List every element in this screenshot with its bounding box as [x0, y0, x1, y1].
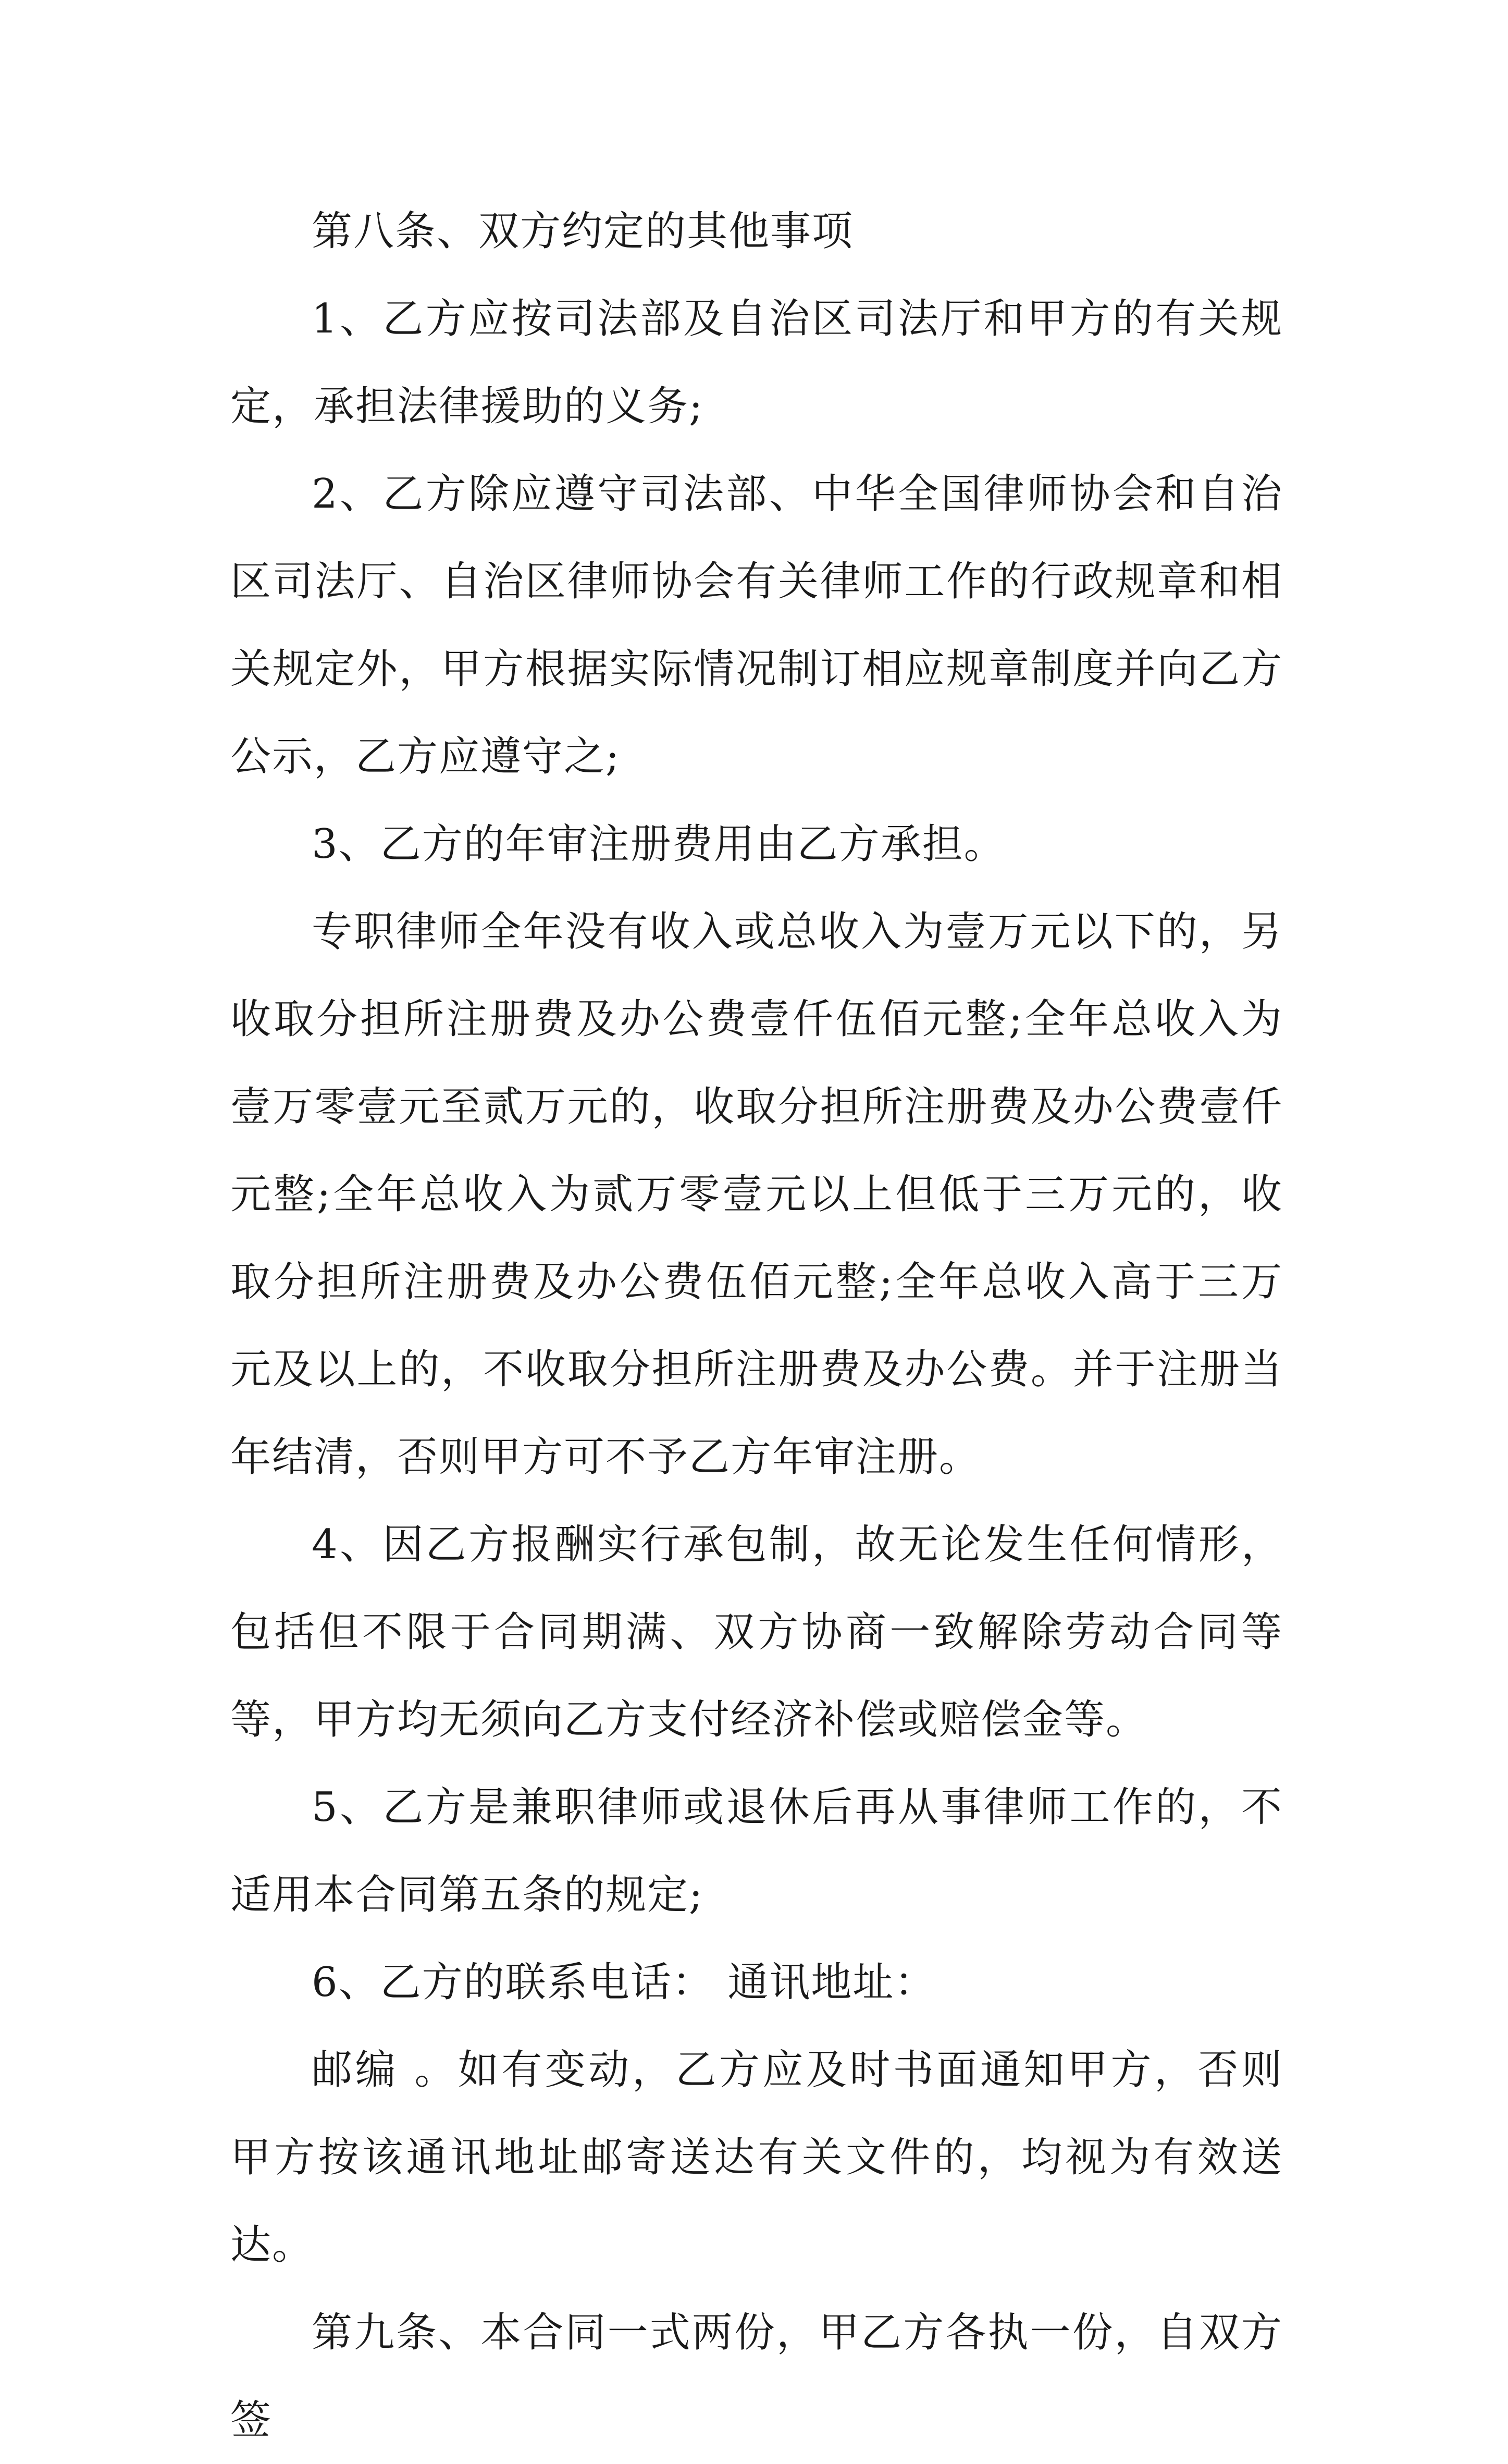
clause-3: 3、乙方的年审注册费用由乙方承担。 — [312, 821, 1006, 868]
article-8-heading: 第八条、双方约定的其他事项 — [312, 208, 854, 255]
clause-1: 1、乙方应按司法部及自治区司法厅和甲方的有关规定，承担法律援助的义务; — [230, 295, 1283, 430]
clause-4: 4、因乙方报酬实行承包制，故无论发生任何情形，包括但不限于合同期满、双方协商一致解除劳动合同等等，甲方均无须向乙方支付经济补偿或赔偿金等。 — [230, 1521, 1283, 1743]
clause-6-contact: 6、乙方的联系电话： 通讯地址： — [312, 1959, 936, 2006]
clause-5: 5、乙方是兼职律师或退休后再从事律师工作的，不适用本合同第五条的规定; — [230, 1784, 1283, 1918]
clause-6-postcode-notice: 邮编 。如有变动，乙方应及时书面通知甲方，否则甲方按该通讯地址邮寄送达有关文件的，均视为有效送达。 — [230, 2047, 1283, 2269]
clause-3-fee-details: 专职律师全年没有收入或总收入为壹万元以下的，另收取分担所注册费及办公费壹仟伍佰元整;全年总收入为壹万零壹元至贰万元的，收取分担所注册费及办公费壹仟元整;全年总收入为贰万零壹元以上但低于三万元的，收取分担所注册费及办公费伍佰元整;全年总收入高于三万元及以上的，不收取分担所注册费及办公费。并于注册当年结清，否则甲方可不予乙方年审注册。 — [230, 908, 1283, 1481]
contract-body — [230, 188, 1283, 2464]
clause-2: 2、乙方除应遵守司法部、中华全国律师协会和自治区司法厅、自治区律师协会有关律师工作的行政规章和相关规定外，甲方根据实际情况制订相应规章制度并向乙方公示，乙方应遵守之; — [230, 471, 1283, 780]
article-9: 第九条、本合同一式两份，甲乙方各执一份，自双方签 — [230, 2309, 1283, 2444]
